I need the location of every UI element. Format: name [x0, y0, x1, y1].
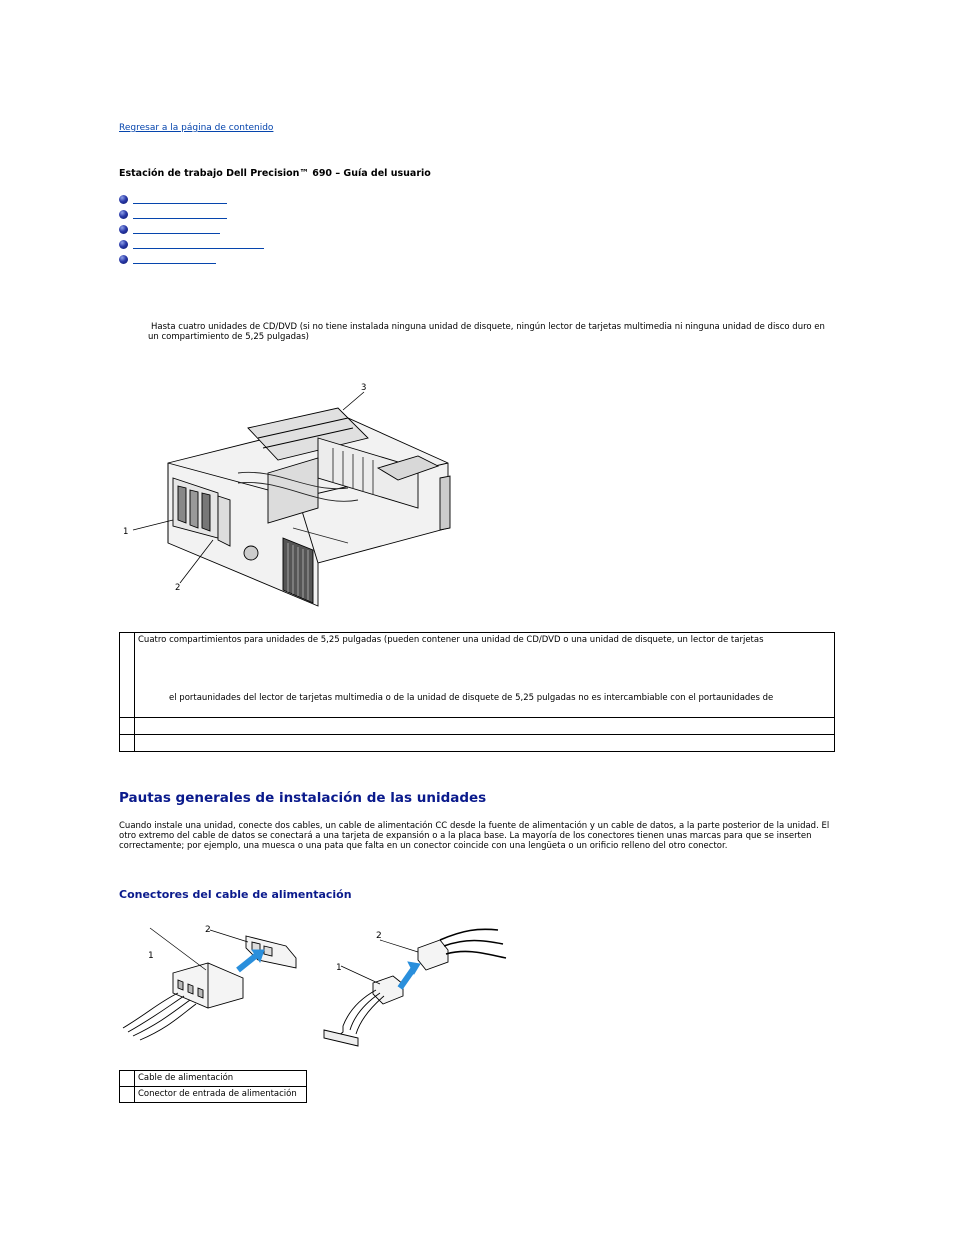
bullet-icon — [119, 255, 128, 264]
toc-bullet-item — [119, 222, 220, 236]
bullet-icon — [119, 225, 128, 234]
chassis-illustration — [118, 378, 460, 608]
callout-1: 1 — [148, 951, 154, 961]
section-heading: Pautas generales de instalación de las unidades — [119, 790, 487, 806]
toc-bullet-item — [119, 252, 216, 266]
power-connector-illustration — [118, 918, 508, 1054]
table-cell — [120, 718, 135, 735]
figure2-legend-table — [119, 1070, 307, 1103]
table-cell — [135, 718, 835, 735]
toc-bullet-item — [119, 192, 227, 206]
table-cell — [135, 735, 835, 752]
toc-link[interactable] — [133, 240, 264, 249]
toc-link[interactable] — [133, 225, 220, 234]
legend-label: Cable de alimentación — [135, 1071, 307, 1087]
bullet-icon — [119, 210, 128, 219]
table-cell — [120, 735, 135, 752]
callout-2: 2 — [175, 583, 181, 593]
intro-text: Hasta cuatro unidades de CD/DVD (si no tiene instalada ninguna unidad de disquete, ningún lector de tarjetas multimedia ni ninguna unidad de disco duro en un compartimiento de 5,25 pulgadas) — [148, 322, 825, 342]
toc-bullet-item — [119, 237, 264, 251]
toc-bullet-item — [119, 207, 227, 221]
table-row — [120, 633, 835, 718]
table-cell — [135, 633, 835, 718]
figure1-legend-table — [119, 632, 835, 752]
toc-link[interactable] — [133, 210, 227, 219]
toc-link[interactable] — [133, 195, 227, 204]
legend-item-1-text: Cuatro compartimientos para unidades de 5,25 pulgadas (pueden contener una unidad de CD/DVD o una unidad de disquete, un lector de tarjetas — [138, 635, 764, 645]
table-cell — [120, 1087, 135, 1103]
toc-link[interactable] — [133, 255, 216, 264]
back-to-contents-link[interactable]: Regresar a la página de contenido — [119, 123, 274, 133]
bullet-icon — [119, 195, 128, 204]
callout-2: 2 — [205, 925, 211, 935]
callout-1: 1 — [123, 527, 129, 537]
legend-label: Conector de entrada de alimentación — [135, 1087, 307, 1103]
table-row — [120, 1071, 307, 1087]
callout-1: 1 — [336, 963, 342, 973]
callout-2: 2 — [376, 931, 382, 941]
callout-3: 3 — [361, 383, 367, 393]
table-row — [120, 718, 835, 735]
table-cell — [120, 1071, 135, 1087]
table-cell — [120, 633, 135, 718]
legend-item-1-note: el portaunidades del lector de tarjetas multimedia o de la unidad de disquete de 5,25 pulgadas no es intercambiable con el portaunidades de — [169, 693, 774, 703]
document-title: Estación de trabajo Dell Precision™ 690 – Guía del usuario — [119, 168, 431, 179]
bullet-icon — [119, 240, 128, 249]
table-row — [120, 1087, 307, 1103]
subsection-heading: Conectores del cable de alimentación — [119, 888, 352, 901]
section-body: Cuando instale una unidad, conecte dos cables, un cable de alimentación CC desde la fuente de alimentación y un cable de datos, a la parte posterior de la unidad. El otro extremo del cable de datos se conectará a una tarjeta de expansión o a la placa base. La mayoría de los conectores tienen unas marcas para que se inserten correctamente; por ejemplo, una muesca o una pata que falta en un conector coincide con una lengüeta o un orificio relleno del otro conector. — [119, 821, 830, 851]
table-row — [120, 735, 835, 752]
